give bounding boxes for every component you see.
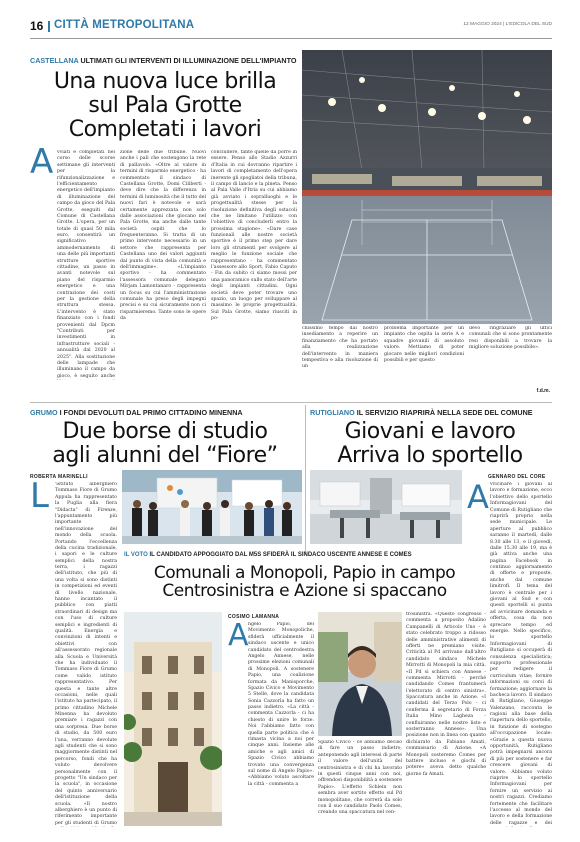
article4-column-2 xyxy=(318,740,402,827)
article2-headline-line1: Due borse di studio xyxy=(62,419,268,444)
article2-kicker-place: GRUMO xyxy=(30,408,58,417)
article2-byline: ROBERTA MARINELLI xyxy=(30,474,88,480)
section-title: CITTÀ METROPOLITANA xyxy=(54,19,195,31)
article3-drop-cap-letter: A xyxy=(467,478,489,516)
town-building-illustration xyxy=(124,612,222,826)
article3-byline: GENNARO DEL CORE xyxy=(488,474,546,480)
article4-headline xyxy=(122,564,487,601)
section-rule-1 xyxy=(30,402,552,403)
article1-headline-line2: sul Pala Grotte xyxy=(88,92,242,118)
sports-hall-illustration xyxy=(302,50,552,324)
article4-column-1 xyxy=(248,622,314,827)
article4-column-3 xyxy=(406,612,486,827)
article1-drop-cap xyxy=(30,142,56,182)
article1-text-2: zione delle due tribune. Nuovi anche i pali che sostengono la rete di pallavolo. «Oltre al valore in termini di risparmio energetico - ha commentato il sindaco di Castellana Grotte, Domi Ciliberti - deve dire che la differenza in termini di luminosità che il tutto del nuovi fari è notevole e sarà certamente apprezzata non solo dalle associazioni che giocano nel Pala Grotte, ma anche dalle tante società ospiti che lo frequenteranno. Si tratta di un primo intervento necessario in un settore che rappresenta per Castellana uno dei valori aggiunti dal punto di vista della comunità e dell'immagine». «L'impianto sportivo - ha commentato l'assessora comunale delegato Mirjam Lamontanaro - rappresenta un focus su cui l'amministrazione comunale ha preso degli impegni precisi e su cui sicuramente non ci risparmieremo. Tante sono le opere da xyxy=(120,150,206,322)
article4-photo-town xyxy=(124,612,222,826)
article3-headline xyxy=(308,420,552,468)
article1-column-4 xyxy=(302,326,378,396)
header-rule xyxy=(30,38,552,39)
article2-drop-cap-letter: L xyxy=(30,476,49,516)
page-number: 16 xyxy=(30,19,44,33)
header-divider xyxy=(48,21,50,32)
office-interior-illustration xyxy=(310,470,462,544)
article4-text-3: trosinistra. «Questo congresso - commenta a proposito Adalino Campanelli di Articolo Uno - è stato celebrato troppo a ridosso delle amministrative alimenti di offerti ne premiano visite. Criticità al Pd arrivano dall'altro candidato sindaco Michele Mirrotti di Monopoli la mia città. «Il Pd si schiera con Annese - commenta Mirrotti - perché candidando Comes frantumerà l'elettorato di centro sinistra». Spaccatura anche in Azione. «I candidati del Terzo Polo - ci conferma il segretario di Forza Italia Mino Lagheza - confluiranno nelle nostre liste e sosterranno Annese». Una posizione non in linea con quanto dichiarato da Fabiano Amati, commissario di Azione. «A Monopoli sosteremo Comes per battere incluso e giochi di potere» aveva detto qualche giorno fa Amati. xyxy=(406,612,486,777)
article1-kicker xyxy=(30,56,296,65)
article3-text: vvicinare i giovani al lavoro e formazione, ecco l'obiettivo dello sportello Informagiovani del Comune di Rutigliano che riaprirà proprio nella sede municipale. Le aperture al pubblico saranno il martedì, dalle 8.30 alle 13, e il giovedì, dalle 15.30 alle 19, ma è già attiva anche una pagina Facebook in continuo aggiornamento di offerte e proposte, anche dal comune limitrofi. Il tema del lavoro è centrale per i giovani al Sud e con questi sportelli si punta ad avvicinare domanda e offerta, cosa da non sprecare tempo ed energie. Nello specifico, lo sportello Informagiovani di Rutigliano si occuperà di consulenza specialistica; supporto professionale per redigere il curriculum vitae; fornire informazioni su corsi di formazione; aggiornare la bacheca lavoro. Il sindaco di Rutigliano, Giuseppe Valenzano, racconta le ragioni alla base della riapertura dello sportello, in funzione di sostegno all'occupazione locale: «Grazie a questa nuova opportunità, Rutigliano potrà impegnarsi ancora di più per sostenere e far crescere giovani di valore. Abbiamo voluto riaprire lo sportello Informagiovani per fornire un servizio ai nostri ragazzi. Crediamo fortemente che facilitare l'accesso al mondo del lavoro e della formazione delle ragazze e dei xyxy=(490,482,552,826)
article3-kicker xyxy=(310,408,533,417)
article2-kicker-text: I FONDI DEVOLUTI DAL PRIMO CITTADINO MINENNA xyxy=(59,408,243,417)
article2-headline xyxy=(30,420,300,468)
article3-headline-line1: Giovani e lavoro xyxy=(344,419,516,444)
article4-byline: COSIMO LAMANNA xyxy=(228,614,280,620)
article4-kicker-text: IL CANDIDATO APPOGGIATO DAL M5S SFIDERÀ IL SINDACO USCENTE ANNESE E COMES xyxy=(149,552,412,558)
article1-text-3: concludere, tante quelle da porre in essere. Penso allo Stadio Azzurri d'Italia in cui dovranno ripartire i lavori di completamento dell'opera inerente gli spogliatoi della tribuna, il campo di lancio e la pineta. Penso al Pala Valle d'Itria su cui abbiamo già avviato i sopralluoghi e le progettualità stesse per la risoluzione definitiva degli ostacoli che ne limitano l'utilizzo con l'obiettivo di concluderli entro la prossima stagione». «Dare case funzionali alle nostre società sportive è il primo step per dare loro gli strumenti per svolgere al meglio le funzione sociale che rappresentano - ha commentato l'assessore allo Sport, Fabio Caputo - Fin da subito ci siamo mossi per una panoramico sullo stato dell'arte degli impianti cittadini. Ogni società deve poter trovare uno spazio, un luogo per sviluppare al massimo le proprie progettualità. Sul Pala Grotte, siamo riusciti in po- xyxy=(211,150,297,322)
article1-signature: f.d.m. xyxy=(536,388,550,394)
article2-body xyxy=(55,482,117,827)
article1-photo-sports-hall xyxy=(302,50,552,324)
article1-text-1: vviati e completati nel corso delle scorse settimane gli interventi per la rifunzionalizzazione e l'efficientamento energetico dell'impianto di illuminazione del campo da gioco del Pala Grotte, eseguiti dal Comune di Castellana Grotte. L'opera, per un totale di quasi 50 mila euro, consentirà un significativo ammodernamento di una delle più importanti strutture sportive cittadine, un passo in avanti notevole sul piano del risparmio energetico e una contrazione dei costi per la gestione della struttura stessa. L'intervento è stato finanziato con i fondi provenienti dal Dpcm "Contributi per investimenti in infrastrutture sociali - annualità dal 2020 al 2025". Alla sostituzione delle lampade che illuminano il campo da gioco, è seguito anche xyxy=(57,150,115,379)
article3-headline-line2: Arriva lo sportello xyxy=(337,442,523,468)
article2-text: 'istituto alberghiero Tommaso Fiore di Grumo Appula ha rappresentato la Puglia alla fiera "Didacta" di Firenze, l'appuntamento più importante nell'innovazione del mondo della scuola. Portando l'eccellenza della cucina tradizionale, i sapori e le culture semplici della nostra terra, i ragazzi dell'istituto, che più di una volta si sono distinti in competizioni ed eventi di livello nazionale, hanno incantato il pubblico con piatti straordinari di design ma con l'uso di culture semplici e ingredienti di qualità. Energia e convinzioni di intenti e obiettivi con all'assessorato regionale alla Scuola e Università che ha individuato il Tommaso Fiore di Grumo come valido istituto rappresentativo. Per questa e tante altre occasioni, nelle quali l'istituto ha partecipato, il primo cittadino Michele Minenna ha devoluto premiare i ragazzi con una sorpresa. Due borse di studio, da 500 euro l'una, verranno devolute agli studenti che si sono maggiormente distinti nel percorso, fondi che ha voluto devolvere personalmente con il progetto "Un sindaco per la scuola", in occasione del quinto anniversario dell'istituzione della scuola. «Il nostro alberghiero è un punto di riferimento importante per gli studenti di Grumo xyxy=(55,482,117,826)
article1-column-5 xyxy=(384,326,464,396)
article1-headline-line1: Una nuova luce brilla xyxy=(53,69,277,94)
article1-text-4: chissimo tempo dal nostro insediamento a reperire un finanziamento che ha portato alla realizzazione dell'intervento in maniera tempestiva e alla risoluzione di un xyxy=(302,326,378,370)
article3-kicker-text: IL SERVIZIO RIAPRIRÀ NELLA SEDE DEL COMUNE xyxy=(356,408,533,417)
article1-headline-line3: Completati i lavori xyxy=(68,116,262,142)
article1-column-3 xyxy=(211,150,297,398)
article3-body xyxy=(490,482,552,827)
article4-text-1: ngelo Papio, del Movimento Monopoliche, sfiderà ufficialmente il sindaco uscente e unico candidato del centrodestra Angelo Annese, nelle prossime elezioni comunali di Monopoli. A sostenere Papio, una coalizione formata da Manisporche, Spazio Civico e Movimento 5 Stelle, dove la candidata Sonia Cazzorla ha fatto un passo indietro. «La città - commenta Cazzorla - ci ha chiesto di unire le forze. Noi l'abbiamo fatto con quella parte politica che è rimasta vicina a noi per cinque anni. Insieme alle amiche e agli amici di Spazio Civico abbiamo trovato una convergenza sul nome di Angelo Papio». «Abbiamo voluto ascoltare la città - commenta a xyxy=(248,622,314,787)
article1-column-6 xyxy=(469,326,552,386)
article1-drop-cap-letter: A xyxy=(30,142,54,182)
candidate-portrait-illustration xyxy=(318,612,402,736)
date-paper: 12 MAGGIO 2024 | L'EDICOLA DEL SUD xyxy=(463,22,552,27)
article1-text-5: problema importante per un impianto che ospita la serie A e squadre giovanili di assoluto valore. Mettiamo di poter giocare nelle migliori condizioni possibili e per questo xyxy=(384,326,464,363)
article2-headline-line2: agli alunni del “Fiore” xyxy=(52,442,278,468)
article2-kicker xyxy=(30,408,243,417)
article3-drop-cap xyxy=(467,478,491,516)
students-stand-illustration xyxy=(122,470,302,544)
page-header xyxy=(30,18,552,36)
article4-headline-line2: Centrosinistra e Azione si spaccano xyxy=(162,581,447,602)
article1-kicker-text: ULTIMATI GLI INTERVENTI DI ILLUMINAZIONE DELL'IMPIANTO xyxy=(80,56,297,65)
article4-kicker-place: IL VOTO xyxy=(124,552,148,558)
article1-column-1b xyxy=(30,180,115,398)
article4-text-2: Spazio Civico - ce abbiamo deciso di fare un passo indietro, anteponendo agli interessi di parte il valore dell'unità del centrosinistra e di chi ha lavorato in questi cinque anni con noi, offrendosi disponibilità a sostenere Papio». L'effetto Schlein non sembra aver sortito effetto sul Pd monopolitano, che correrà da solo con il suo candidato Paolo Comes, creando una spaccatura nel cen- xyxy=(318,740,402,816)
article4-photo-candidate xyxy=(318,612,402,736)
article3-photo-office xyxy=(310,470,462,544)
article1-headline xyxy=(30,70,300,141)
article3-kicker-place: RUTIGLIANO xyxy=(310,408,355,417)
article1-text-6: devo ringraziare gli uffici comunali che si sono prontamente resi disponibili a trovare la migliore soluzione possibile». xyxy=(469,326,552,351)
article1-kicker-place: CASTELLANA xyxy=(30,56,79,65)
vertical-divider xyxy=(305,405,306,555)
article4-drop-cap-letter: A xyxy=(228,618,249,653)
article1-column-2 xyxy=(120,150,206,398)
article2-photo-didacta xyxy=(122,470,302,544)
article4-drop-cap xyxy=(228,618,250,653)
article2-drop-cap xyxy=(30,476,56,516)
article4-headline-line1: Comunali a Monopoli, Papio in campo xyxy=(153,563,456,583)
article4-kicker xyxy=(124,552,412,558)
